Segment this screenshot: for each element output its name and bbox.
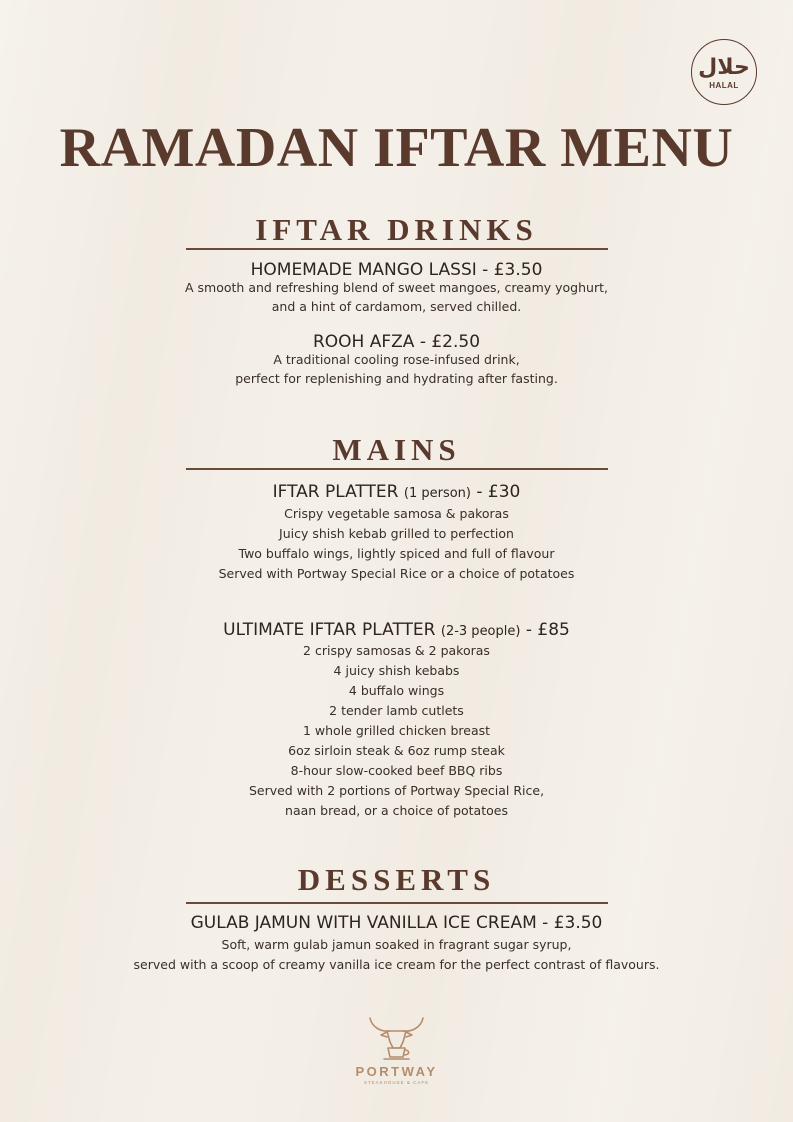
halal-label: HALAL	[709, 81, 739, 90]
item-desc-line: Soft, warm gulab jamun soaked in fragrant sugar syrup,	[221, 937, 572, 952]
item-desc-line: 4 juicy shish kebabs	[333, 663, 460, 678]
item-price: - £30	[476, 482, 521, 502]
section-divider-mains	[186, 468, 608, 470]
item-desc-line: and a hint of cardamom, served chilled.	[271, 299, 522, 314]
item-title-iftar-platter	[0, 481, 793, 505]
item-desc-line: Served with Portway Special Rice or a choice of potatoes	[218, 566, 575, 581]
item-price: - £85	[525, 620, 570, 640]
item-title-rooh-afza: ROOH AFZA - £2.50	[312, 332, 481, 352]
section-divider-drinks	[186, 248, 608, 250]
item-desc-line: 2 tender lamb cutlets	[329, 703, 464, 718]
logo-wordmark: PORTWAY	[355, 1064, 438, 1079]
section-heading-desserts: DESSERTS	[297, 862, 496, 897]
item-desc-line: Juicy shish kebab grilled to perfection	[279, 526, 514, 541]
item-desc-line: 8-hour slow-cooked beef BBQ ribs	[290, 763, 503, 778]
menu-title: RAMADAN IFTAR MENU	[59, 117, 734, 179]
item-desc-line: Served with 2 portions of Portway Special Rice,	[248, 783, 545, 798]
section-divider-desserts	[186, 902, 608, 904]
item-desc-line: Two buffalo wings, lightly spiced and full of flavour	[238, 546, 555, 561]
item-desc-line: naan bread, or a choice of potatoes	[285, 803, 508, 818]
item-desc-line: A smooth and refreshing blend of sweet mangoes, creamy yoghurt,	[185, 280, 608, 295]
item-desc-line: Crispy vegetable samosa & pakoras	[284, 506, 509, 521]
item-title-mango-lassi: HOMEMADE MANGO LASSI - £3.50	[250, 260, 543, 280]
item-name: IFTAR PLATTER	[272, 482, 399, 502]
item-desc-line: A traditional cooling rose-infused drink,	[273, 352, 520, 367]
item-desc-line: served with a scoop of creamy vanilla ice cream for the perfect contrast of flavours.	[133, 957, 660, 972]
item-serving-note: (2-3 people)	[440, 624, 521, 639]
section-heading-drinks: IFTAR DRINKS	[255, 212, 538, 247]
item-name: ULTIMATE IFTAR PLATTER	[223, 620, 436, 640]
item-desc-line: perfect for replenishing and hydrating after fasting.	[235, 371, 558, 386]
logo-tagline: STEAKHOUSE & CAFE	[363, 1080, 430, 1085]
item-desc-line: 6oz sirloin steak & 6oz rump steak	[288, 743, 505, 758]
section-heading-mains: MAINS	[332, 432, 461, 467]
item-desc-line: 4 buffalo wings	[348, 683, 445, 698]
halal-badge	[691, 39, 757, 105]
item-desc-line: 1 whole grilled chicken breast	[302, 723, 491, 738]
item-title-gulab-jamun: GULAB JAMUN WITH VANILLA ICE CREAM - £3.50	[190, 913, 603, 933]
portway-logo	[330, 1012, 463, 1087]
item-title-ultimate-iftar-platter	[0, 619, 793, 643]
halal-arabic-text: حلال	[698, 55, 750, 80]
item-serving-note: (1 person)	[403, 486, 471, 501]
item-desc-line: 2 crispy samosas & 2 pakoras	[303, 643, 490, 658]
